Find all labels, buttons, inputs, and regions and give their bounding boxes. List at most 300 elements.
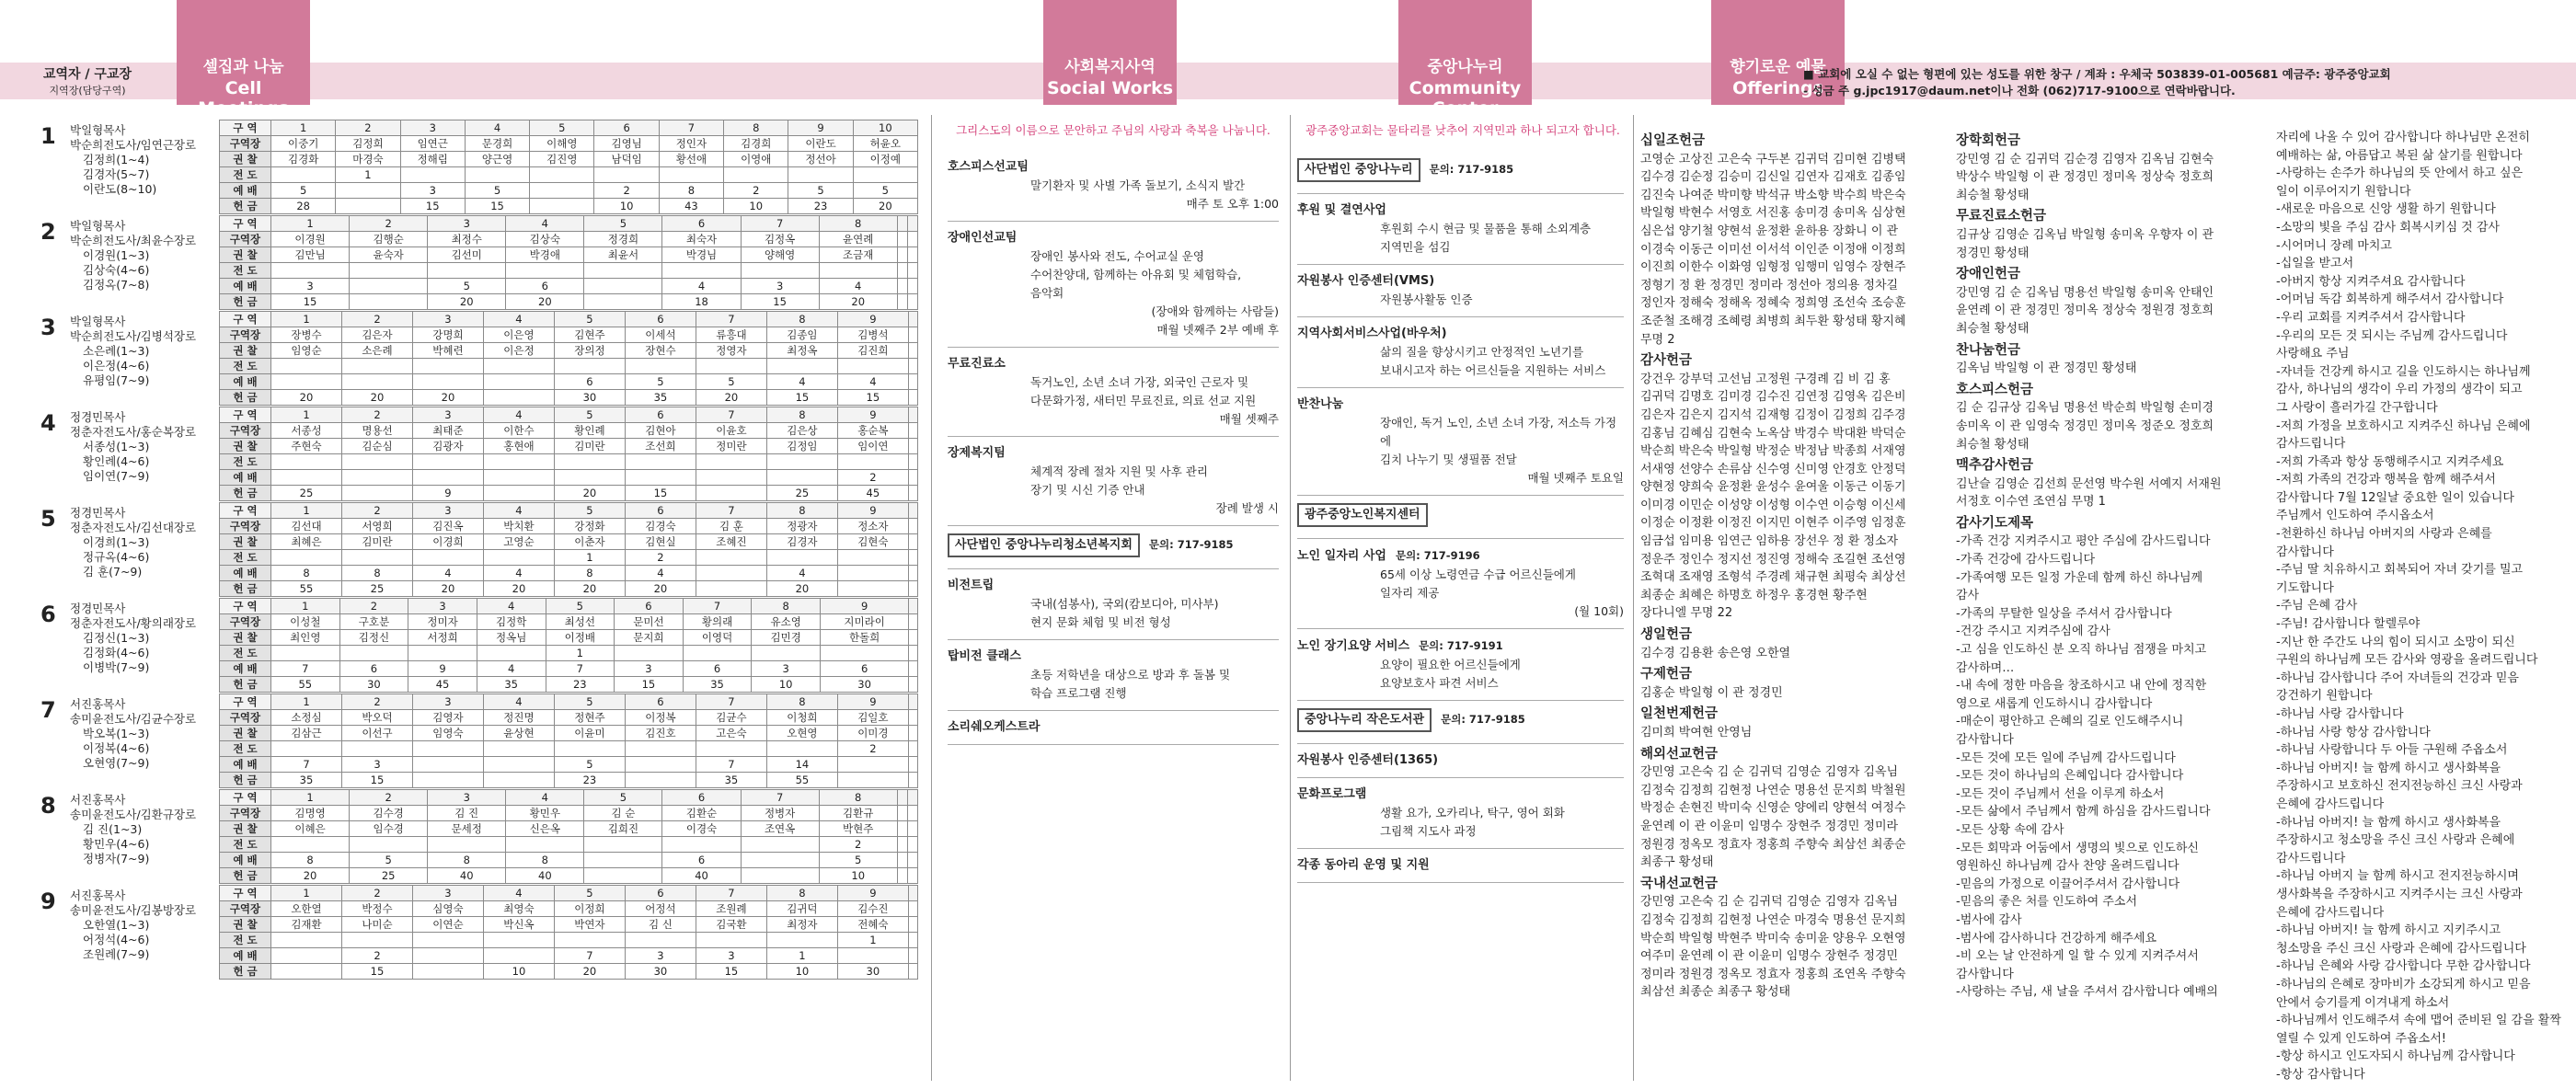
table-cell: 김미란: [341, 534, 412, 550]
row-label: 예 배: [220, 279, 271, 294]
table-cell: 6: [662, 216, 741, 232]
offering-line: 감사드립니다: [2276, 437, 2346, 452]
offering-line: 감사합니다: [2276, 544, 2334, 559]
row-label: 전 도: [220, 646, 271, 661]
offering-line: 사랑해요 주님: [2276, 347, 2350, 361]
table-cell: 7: [554, 948, 625, 964]
section-title: 중앙나누리 작은도서관: [1297, 708, 1432, 732]
cell-table: [219, 694, 918, 788]
table-cell: [412, 933, 483, 948]
table-cell: 9: [412, 486, 483, 501]
table-cell: 55: [271, 677, 340, 693]
evangelist-name: 정춘자전도사: [70, 425, 137, 439]
table-cell: 이연순: [412, 917, 483, 933]
table-cell: [696, 581, 766, 597]
table-cell: 6: [821, 661, 909, 677]
table-cell: 임영숙: [412, 726, 483, 741]
section-line: 말기환자 및 사별 가족 돌보기, 소식지 발간: [1030, 178, 1246, 192]
table-cell: 2: [339, 599, 408, 614]
table-row: [220, 327, 918, 343]
table-row: [220, 279, 918, 294]
table-cell: 홍순복: [837, 423, 908, 439]
table-cell: 김 순: [584, 806, 662, 821]
row-label: 예 배: [220, 757, 271, 773]
section-divider: [1297, 538, 1624, 539]
table-cell: [908, 741, 917, 757]
section-line: 장애인, 독거 노인, 소년 소녀 가장, 저소득 가정에: [1380, 416, 1617, 448]
offering-heading: 감사기도제목: [1956, 515, 2034, 531]
offering-line: -저희 가정을 보호하시고 지켜주신 하나님 은혜에: [2276, 418, 2531, 433]
table-cell: 김정학: [477, 614, 546, 630]
table-cell: [696, 486, 766, 501]
table-cell: [584, 868, 662, 884]
table-cell: 7: [683, 599, 752, 614]
table-cell: 4: [412, 566, 483, 581]
table-cell: 1: [271, 120, 336, 136]
offering-line: -모든 회막과 어둠에서 생명의 빛으로 인도하신: [1956, 841, 2199, 855]
offering-line: 이진희 이한수 이화영 임형정 임행미 임영수 장현주: [1640, 260, 1906, 275]
section-line: 65세 이상 노령연금 수급 어르신들에게: [1380, 567, 1576, 581]
offering-line: -항상 감사합니다: [2276, 1067, 2365, 1082]
table-cell: [271, 948, 342, 964]
table-cell: 3: [428, 216, 506, 232]
section-phone: 문의: 717-9185: [1441, 713, 1525, 726]
table-cell: [837, 550, 908, 566]
area-leader: /황의래장로: [136, 616, 197, 630]
group-number: 5: [40, 506, 56, 532]
table-cell: 명용선: [341, 423, 412, 439]
section-header: [1297, 395, 1624, 414]
table-cell: 3: [400, 183, 465, 199]
row-label: 권 찰: [220, 247, 271, 263]
table-cell: 8: [752, 599, 821, 614]
row-label: 전 도: [220, 167, 271, 183]
offering-line: -하나님의 은혜로 장마비가 소강되게 하시고 믿음: [2276, 977, 2531, 992]
section-schedule: (장애와 함께하는 사람들): [1151, 304, 1279, 318]
table-cell: 지미라이: [821, 614, 909, 630]
offering-line: 정경민 황성태: [1956, 246, 2030, 260]
table-cell: 7: [546, 661, 615, 677]
table-cell: [350, 279, 428, 294]
group-number: 1: [40, 123, 56, 149]
table-cell: 20: [271, 390, 342, 406]
table-cell: [897, 247, 907, 263]
table-cell: 15: [625, 486, 696, 501]
table-cell: 김선미: [428, 247, 506, 263]
section-line: 보내시고자 하는 어르신들을 지원하는 서비스: [1380, 363, 1606, 377]
table-cell: 6: [615, 599, 684, 614]
offering-heading: 국내선교헌금: [1640, 876, 1719, 891]
offering-line: 생사화복을 주장하시고 지켜주시는 크신 사랑과: [2276, 887, 2523, 901]
table-cell: 8: [819, 790, 897, 806]
table-cell: 30: [821, 677, 909, 693]
table-cell: [554, 359, 625, 374]
table-cell: [271, 359, 342, 374]
table-cell: [554, 470, 625, 486]
pastor-name: 박일형목사: [70, 219, 126, 233]
table-row: [220, 948, 918, 964]
table-cell: [766, 741, 837, 757]
offering-column: [2276, 129, 2570, 1083]
tab-offerings[interactable]: 향기로운 예물 Offerings: [1711, 0, 1845, 105]
region-leader: 김정희(1~4): [83, 153, 150, 166]
table-cell: [341, 486, 412, 501]
table-cell: 5: [625, 374, 696, 390]
table-cell: 황의래: [683, 614, 752, 630]
table-cell: 김균수: [696, 710, 766, 726]
offering-line: -아버지 항상 지켜주셔요 감사합니다: [2276, 274, 2466, 289]
offering-line: -십일을 받고서: [2276, 257, 2354, 271]
offering-line: 감사합니다 7월 12일날 중요한 일이 있습니다: [2276, 490, 2514, 505]
offering-line: -주님 딸 치유하시고 회복되어 자녀 갖기를 밀고: [2276, 563, 2524, 578]
table-cell: 4: [483, 407, 554, 423]
offering-line: 강민영 고은숙 김 순 김귀덕 김영순 김영자 김옥님: [1640, 895, 1899, 910]
table-cell: 8: [428, 853, 506, 868]
section-line: 다문화가정, 새터민 무료진료, 의료 선교 지원: [1030, 394, 1257, 407]
table-cell: 1: [271, 886, 342, 901]
table-cell: 6: [625, 694, 696, 710]
table-cell: 김현실: [625, 534, 696, 550]
table-cell: 7: [741, 216, 819, 232]
table-cell: [821, 646, 909, 661]
region-leader: 김 훈(7~9): [83, 565, 143, 579]
table-cell: 이성철: [271, 614, 340, 630]
table-row: [220, 694, 918, 710]
offering-line: 송미옥 이 관 임영숙 정경민 정미옥 정준오 정호희: [1956, 418, 2214, 433]
offering-line: 강건하기 원합니다: [2276, 689, 2373, 704]
cell-group: [9, 596, 929, 691]
offering-line: -하나님 사랑 항상 감사합니다: [2276, 725, 2431, 739]
table-cell: 4: [483, 503, 554, 519]
table-cell: 김진옥: [412, 519, 483, 534]
section-header: [1297, 546, 1624, 566]
offering-line: -모든 것에 모든 일에 주님께 감사드립니다: [1956, 751, 2176, 765]
table-cell: 이청희: [766, 710, 837, 726]
cell-group: [9, 309, 929, 404]
table-cell: 김경자: [766, 534, 837, 550]
table-cell: 5: [554, 886, 625, 901]
table-cell: 이춘자: [554, 534, 625, 550]
row-label: 구역장: [220, 232, 271, 247]
table-cell: 3: [752, 661, 821, 677]
section-block: [1297, 158, 1624, 194]
offering-line: -하나님 감사합니다 주어 자녀들의 건강과 믿음: [2276, 671, 2519, 685]
offering-line: -어머님 독감 회복하게 해주셔서 감사합니다: [2276, 292, 2504, 307]
table-cell: [594, 167, 659, 183]
offering-line: -모든 것이 하나님의 은혜입니다 감사합니다: [1956, 769, 2184, 784]
table-cell: 5: [465, 183, 529, 199]
table-cell: [412, 359, 483, 374]
table-cell: [909, 599, 918, 614]
section-header: [948, 158, 1279, 177]
table-row: [220, 470, 918, 486]
offering-line: -믿음의 좋은 처를 인도하여 주소서: [1956, 895, 2138, 910]
center-sections: [1297, 158, 1624, 890]
table-cell: [428, 837, 506, 853]
row-label: 구 역: [220, 407, 271, 423]
table-cell: [897, 790, 907, 806]
cell-group: [9, 118, 929, 212]
table-row: [220, 630, 918, 646]
table-cell: 전혜숙: [837, 917, 908, 933]
area-leader: /임연근장로: [136, 138, 197, 152]
table-cell: 40: [506, 868, 584, 884]
group-number: 3: [40, 315, 56, 340]
table-cell: [483, 359, 554, 374]
section-title: 각종 동아리 운영 및 지원: [1297, 858, 1430, 872]
table-cell: 15: [400, 199, 465, 214]
table-cell: 28: [271, 199, 336, 214]
table-cell: 4: [766, 566, 837, 581]
table-cell: 20: [506, 294, 584, 310]
row-label: 전 도: [220, 741, 271, 757]
region-leader: 조원례(7~9): [83, 947, 150, 961]
table-cell: [909, 614, 918, 630]
offering-line: 주장하시고 청소망을 주신 크신 사랑과 은혜에: [2276, 833, 2515, 848]
row-label: 전 도: [220, 933, 271, 948]
table-cell: 3: [412, 407, 483, 423]
table-row: [220, 486, 918, 501]
tab-cell-meetings[interactable]: 셀집과 나눔 Cell Meetings: [177, 0, 310, 105]
table-cell: 소정심: [271, 710, 342, 726]
table-cell: [412, 948, 483, 964]
table-cell: 23: [788, 199, 853, 214]
table-cell: 김정신: [339, 630, 408, 646]
table-cell: 43: [659, 199, 723, 214]
offering-line: -범사에 감사하니다 건강하게 해주세요: [1956, 931, 2157, 946]
table-cell: [483, 741, 554, 757]
table-cell: [506, 263, 584, 279]
section-schedule: 매월 넷째주 2부 예배 후: [1156, 323, 1279, 337]
table-cell: [907, 294, 917, 310]
table-cell: 김종임: [766, 327, 837, 343]
table-cell: 한돌희: [821, 630, 909, 646]
tab-community-center[interactable]: 중앙나누리 Community Center: [1398, 0, 1532, 105]
offering-line: 김수경 김용환 송은영 오한열: [1640, 646, 1791, 660]
offering-line: 박순희 박은숙 박일형 박정순 박정남 박종희 서재영: [1640, 444, 1906, 459]
section-title: 문화프로그램: [1297, 787, 1367, 801]
offering-line: 감사합니다: [1956, 733, 2014, 747]
evangelist-name: 박순희전도사: [70, 138, 137, 152]
offering-line: -천환하신 하나님 아버지의 사랑과 은혜를: [2276, 527, 2492, 542]
table-cell: 6: [625, 312, 696, 327]
table-cell: 25: [766, 486, 837, 501]
table-cell: [696, 470, 766, 486]
section-block: [1297, 636, 1624, 701]
table-cell: [908, 312, 917, 327]
offering-line: 감사: [1956, 589, 1980, 603]
section-block: [1297, 546, 1624, 629]
table-cell: [897, 821, 907, 837]
table-cell: 정미란: [696, 439, 766, 454]
offering-line: -저희 가족과 항상 동행해주시고 지켜주세요: [2276, 454, 2504, 469]
table-cell: 황인례: [554, 423, 625, 439]
offering-line: 강민영 김 순 김옥님 명용선 박일형 송미옥 안태인: [1956, 285, 2214, 300]
offering-line: 자리에 나올 수 있어 감사합니다 하나님만 온전히: [2276, 131, 2530, 144]
row-label: 헌 금: [220, 581, 271, 597]
offering-line: 조혁대 조재영 조형석 주경례 채규현 최평숙 최상선: [1640, 570, 1906, 585]
table-cell: 이은영: [483, 327, 554, 343]
table-cell: 이세석: [625, 327, 696, 343]
table-cell: 구호분: [339, 614, 408, 630]
table-cell: 5: [554, 694, 625, 710]
offering-line: 임금섭 임미용 임연근 임하용 장선우 정 환 정소자: [1640, 534, 1899, 549]
table-cell: 3: [696, 948, 766, 964]
table-cell: [908, 710, 917, 726]
table-cell: [897, 853, 907, 868]
table-cell: 4: [625, 566, 696, 581]
offering-line: 서새영 선양수 손류삼 신수영 신미영 안경호 안정덕: [1640, 462, 1906, 476]
section-divider: [1297, 882, 1624, 883]
table-cell: 박경님: [662, 247, 741, 263]
offering-line: 박정순 손현진 박미숙 신영순 양에리 양현석 여정수: [1640, 801, 1906, 816]
table-cell: [271, 964, 342, 980]
table-cell: 25: [271, 486, 342, 501]
table-cell: 4: [506, 216, 584, 232]
offering-line: -모든 것이 주님께서 선을 이루게 하소서: [1956, 786, 2165, 801]
section-block: [948, 158, 1279, 222]
group-number: 9: [40, 888, 56, 914]
table-cell: 박현주: [819, 821, 897, 837]
table-cell: 장의정: [554, 343, 625, 359]
table-cell: 2: [350, 216, 428, 232]
group-number: 4: [40, 410, 56, 436]
table-cell: [908, 407, 917, 423]
offering-line: 김규상 김영순 김옥님 박일형 송미옥 우향자 이 관: [1956, 227, 2214, 242]
table-cell: [897, 232, 907, 247]
table-cell: [271, 741, 342, 757]
table-cell: [741, 837, 819, 853]
table-cell: 20: [412, 390, 483, 406]
row-label: 구역장: [220, 423, 271, 439]
table-row: [220, 806, 918, 821]
table-cell: 김광자: [412, 439, 483, 454]
pastor-name: 서진홍목사: [70, 697, 126, 711]
table-cell: 장병수: [271, 327, 342, 343]
area-leader: /김봉방장로: [136, 903, 197, 917]
cell-table: [219, 407, 918, 501]
section-divider: [1297, 387, 1624, 388]
table-row: [220, 964, 918, 980]
table-cell: [741, 263, 819, 279]
table-cell: 임연근: [400, 136, 465, 152]
table-cell: 김 신: [625, 917, 696, 933]
tab-social-works[interactable]: 사회복지사역 Social Works: [1043, 0, 1177, 105]
table-cell: 최정자: [766, 917, 837, 933]
table-cell: 35: [477, 677, 546, 693]
table-cell: 김경희: [724, 136, 788, 152]
table-cell: 정병자: [741, 806, 819, 821]
table-cell: 문경희: [465, 136, 529, 152]
offering-line: -하나님 아버지! 늘 함께 하시고 생사화복을: [2276, 761, 2501, 775]
cell-group: [9, 213, 929, 308]
table-cell: 1: [271, 790, 350, 806]
table-row: [220, 359, 918, 374]
table-cell: 4: [819, 279, 897, 294]
offering-line: -소망의 빛을 주심 감사 회복시키심 것 감사: [2276, 220, 2500, 235]
row-label: 예 배: [220, 948, 271, 964]
table-cell: 2: [594, 183, 659, 199]
cell-group: [9, 883, 929, 978]
row-label: 헌 금: [220, 868, 271, 884]
table-cell: [696, 933, 766, 948]
table-row: [220, 247, 918, 263]
table-cell: 1: [271, 407, 342, 423]
table-cell: 5: [853, 183, 917, 199]
table-cell: [837, 581, 908, 597]
section-line: 지역민을 섬김: [1380, 240, 1451, 254]
table-row: [220, 933, 918, 948]
table-cell: [908, 581, 917, 597]
table-row: [220, 581, 918, 597]
row-label: 예 배: [220, 470, 271, 486]
table-cell: 6: [339, 661, 408, 677]
offering-line: 최종순 최혜은 하명호 하정우 홍경현 황주현: [1640, 588, 1868, 602]
table-cell: 1: [271, 599, 340, 614]
row-label: 구 역: [220, 216, 271, 232]
section-line: 생활 요가, 오카리나, 탁구, 영어 회화: [1380, 806, 1565, 820]
table-cell: 8: [819, 216, 897, 232]
table-cell: [752, 646, 821, 661]
evangelist-name: 정춘자전도사: [70, 616, 137, 630]
table-cell: [483, 390, 554, 406]
table-cell: 서정희: [408, 630, 477, 646]
region-leader: 황인례(4~6): [83, 454, 150, 468]
table-cell: 3: [400, 120, 465, 136]
table-cell: 8: [341, 566, 412, 581]
table-cell: 35: [625, 390, 696, 406]
table-cell: [837, 359, 908, 374]
row-label: 구역장: [220, 901, 271, 917]
table-cell: 6: [625, 886, 696, 901]
table-cell: [554, 741, 625, 757]
offering-line: -하나님 은혜와 사랑 감사합니다 무한 감사합니다: [2276, 959, 2531, 974]
table-cell: 5: [271, 183, 336, 199]
table-cell: [908, 486, 917, 501]
region-leader: 임이연(7~9): [83, 469, 150, 483]
table-cell: [908, 694, 917, 710]
table-cell: 이은정: [483, 343, 554, 359]
table-cell: 강명희: [412, 327, 483, 343]
section-line: 요양이 필요한 어르신들에게: [1380, 658, 1521, 671]
table-cell: [412, 964, 483, 980]
row-label: 예 배: [220, 566, 271, 581]
table-cell: 유소영: [752, 614, 821, 630]
table-cell: 최정수: [428, 232, 506, 247]
table-cell: 5: [584, 216, 662, 232]
table-cell: 김만님: [271, 247, 350, 263]
section-schedule: (월 10회): [1574, 604, 1624, 618]
table-cell: 조연옥: [741, 821, 819, 837]
group-number: 7: [40, 697, 56, 723]
table-cell: [271, 646, 340, 661]
section-header: [1297, 325, 1624, 343]
offering-line: 주님께서 인도하여 주시옵소서: [2276, 509, 2434, 523]
table-cell: 55: [271, 581, 342, 597]
table-cell: 김명영: [271, 806, 350, 821]
table-cell: 2: [336, 120, 400, 136]
table-cell: [412, 773, 483, 788]
table-cell: 김귀덕: [766, 901, 837, 917]
table-cell: 7: [696, 503, 766, 519]
section-schedule: 매주 토 오후 1:00: [1186, 197, 1279, 211]
table-cell: [412, 741, 483, 757]
table-cell: 6: [662, 853, 741, 868]
offering-line: 김진숙 나여준 박미향 박석규 박소향 박수희 박은숙: [1640, 188, 1906, 202]
offering-heading: 장애인헌금: [1956, 267, 2021, 282]
offering-line: -건강 주시고 지켜주심에 감사: [1956, 625, 2110, 639]
offering-line: -믿음의 가정으로 이끌어주셔서 감사합니다: [1956, 877, 2180, 891]
